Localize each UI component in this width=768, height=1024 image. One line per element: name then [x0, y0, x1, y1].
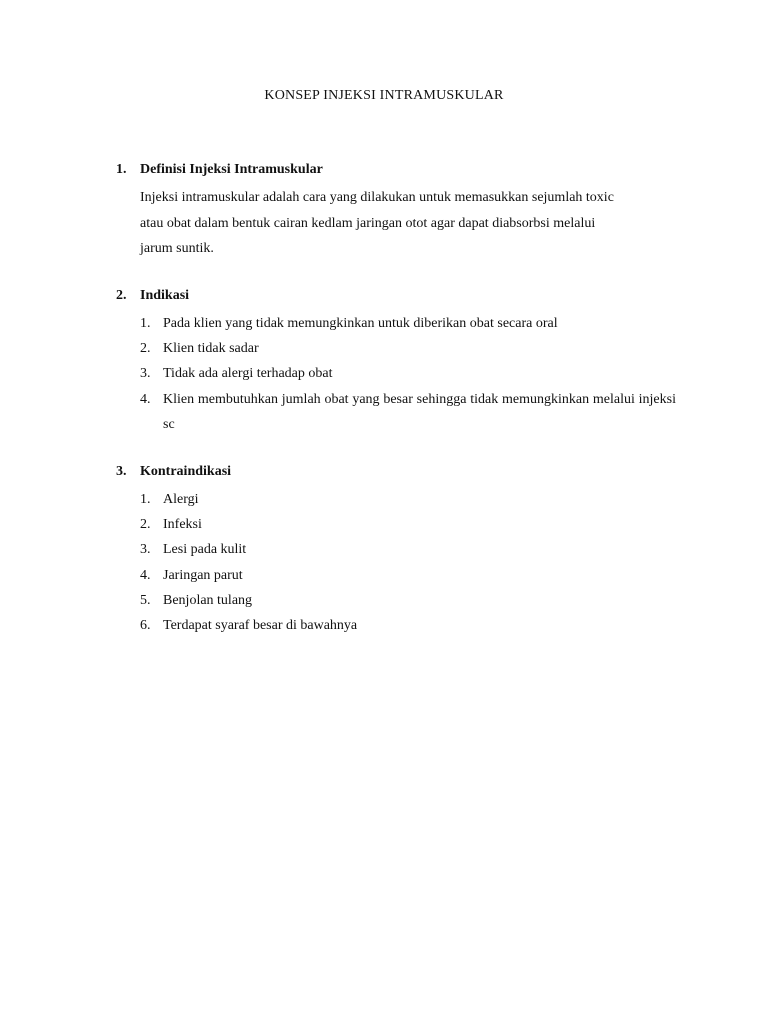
list-item — [140, 336, 676, 361]
list-item-number: 4. — [140, 391, 151, 407]
list-item — [140, 387, 676, 437]
paragraph-line: Injeksi intramuskular adalah cara yang dilakukan untuk memasukkan sejumlah toxic — [140, 190, 614, 205]
list-item-text: Pada klien yang tidak memungkinkan untuk diberikan obat secara oral — [163, 316, 558, 331]
section-number: 3. — [116, 464, 127, 479]
list-item — [140, 512, 676, 537]
list-item — [140, 487, 676, 512]
list-item-number: 1. — [140, 316, 151, 331]
section-title: Indikasi — [140, 288, 190, 303]
list-item-text: Klien membutuhkan jumlah obat yang besar sehingga tidak memungkinkan melalui injeksi sc — [163, 391, 676, 432]
list-item-text: Jaringan parut — [163, 567, 243, 583]
list-item — [140, 563, 676, 588]
section-title: Definisi Injeksi Intramuskular — [140, 162, 323, 177]
indikasi-list — [140, 311, 676, 437]
list-item-number: 6. — [140, 618, 151, 634]
list-item-number: 3. — [140, 542, 151, 558]
paragraph-line: atau obat dalam bentuk cairan kedlam jaringan otot agar dapat diabsorbsi melalui — [140, 215, 596, 231]
section-title: Kontraindikasi — [140, 464, 232, 479]
list-item — [140, 311, 676, 336]
section-definisi — [116, 160, 676, 262]
section-number: 2. — [116, 288, 127, 303]
list-item-number: 2. — [140, 517, 151, 533]
document-title: KONSEP INJEKSI INTRAMUSKULAR — [264, 88, 504, 103]
list-item-text: Klien tidak sadar — [163, 341, 259, 357]
section-heading — [116, 286, 676, 306]
list-item-number: 5. — [140, 592, 151, 608]
definition-paragraph — [140, 185, 676, 262]
list-item — [140, 613, 676, 638]
list-item-number: 3. — [140, 366, 151, 382]
list-item-text: Tidak ada alergi terhadap obat — [163, 366, 333, 382]
paragraph-line: jarum suntik. — [140, 241, 214, 256]
list-item-text: Infeksi — [163, 517, 202, 533]
list-item-text: Alergi — [163, 492, 199, 507]
section-indikasi — [116, 286, 676, 437]
list-item — [140, 537, 676, 562]
list-item — [140, 361, 676, 386]
section-heading — [116, 160, 676, 180]
list-item-number: 1. — [140, 492, 151, 507]
list-item-text: Benjolan tulang — [163, 592, 253, 608]
kontraindikasi-list — [140, 487, 676, 638]
list-item-text: Lesi pada kulit — [163, 542, 247, 558]
list-item-number: 2. — [140, 341, 151, 357]
section-heading — [116, 462, 676, 482]
list-item-number: 4. — [140, 567, 151, 583]
list-item-text: Terdapat syaraf besar di bawahnya — [163, 618, 358, 634]
section-kontraindikasi — [116, 462, 676, 638]
section-number: 1. — [116, 162, 127, 177]
list-item — [140, 588, 676, 613]
